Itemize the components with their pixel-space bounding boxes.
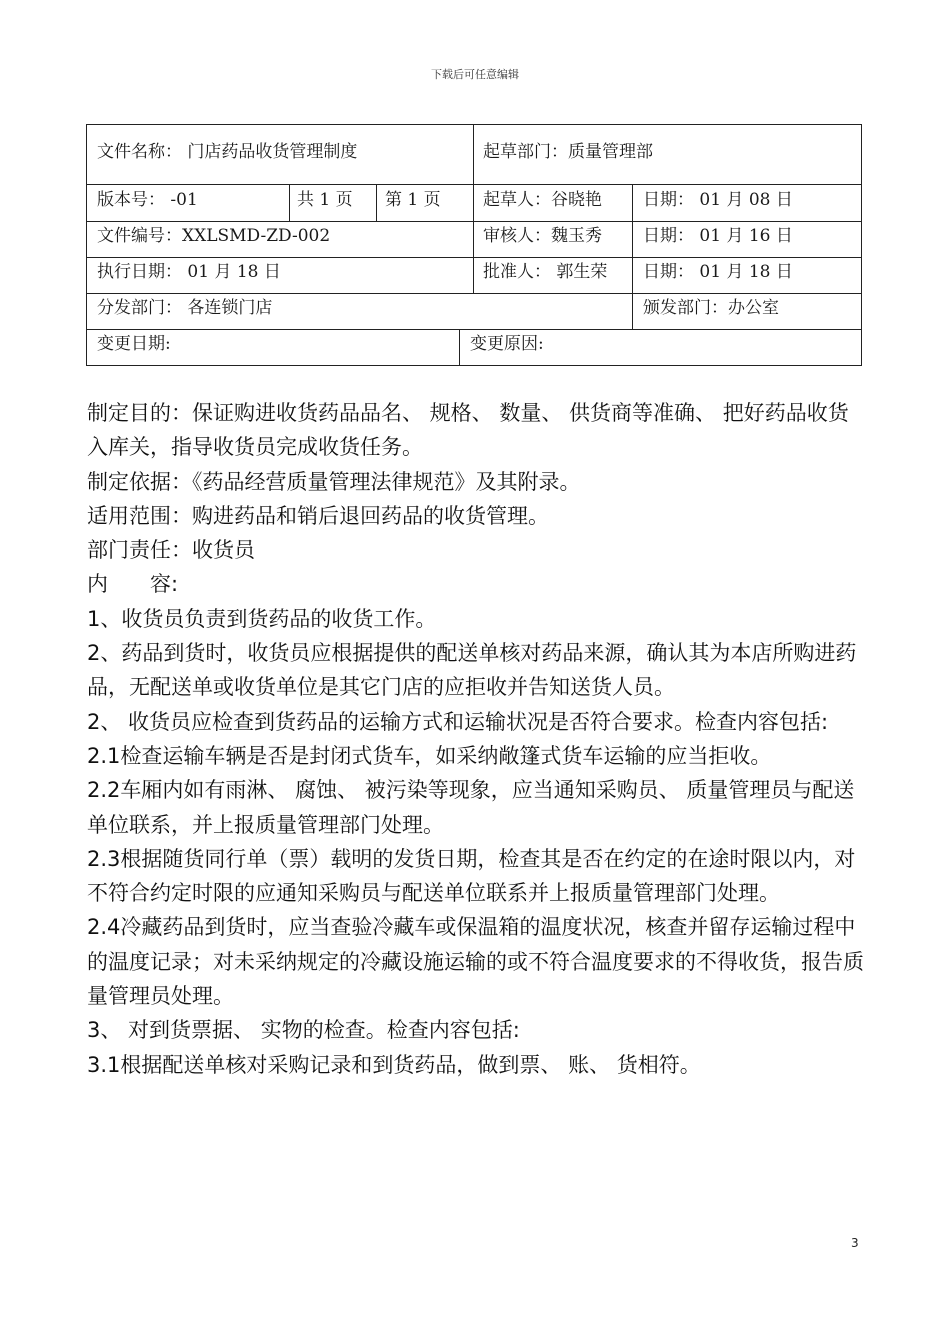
issuing-department: 颁发部门：办公室 [643,298,779,318]
draft-department: 起草部门：质量管理部 [483,142,653,162]
table-rule [87,329,861,330]
reviewer: 审核人：魏玉秀 [483,226,602,246]
table-rule [473,125,474,293]
paragraph-item: 2.3根据随货同行单（票）载明的发货日期，检查其是否在约定的在途时限以内，对不符合约定时限的应通知采购员与配送单位联系并上报质量管理部门处理。 [87,846,856,906]
table-rule [289,184,290,221]
paragraph-item: 3、 对到货票据、 实物的检查。检查内容包括: [87,1018,520,1043]
paragraph-scope: 适用范围：购进药品和销后退回药品的收货管理。 [87,503,549,528]
paragraph-item: 1、收货员负责到货药品的收货工作。 [87,606,437,631]
change-reason: 变更原因: [470,334,544,354]
paragraph-purpose: 制定目的：保证购进收货药品品名、 规格、 数量、 供货商等准确、 把好药品收货入库关，指导收货员完成收货任务。 [87,401,849,460]
paragraph-item: 2、 收货员应检查到货药品的运输方式和运输状况是否符合要求。检查内容包括: [87,709,829,734]
paragraph-item: 2.2车厢内如有雨淋、 腐蚀、 被污染等现象，应当通知采购员、 质量管理员与配送单位联系，并上报质量管理部门处理。 [87,778,855,837]
paragraph-item: 2.1检查运输车辆是否是封闭式货车，如采纳敞篷式货车运输的应当拒收。 [87,743,772,768]
review-date: 日期： 01 月 16 日 [643,226,793,246]
table-rule [87,221,861,222]
execution-date: 执行日期： 01 月 18 日 [97,262,281,282]
header-note: 下载后可任意编辑 [431,68,519,81]
paragraph-item: 3.1根据配送单核对采购记录和到货药品，做到票、 账、 货相符。 [87,1052,701,1077]
approver: 批准人： 郭生荣 [483,262,608,282]
table-rule [632,184,633,329]
file-name: 文件名称： 门店药品收货管理制度 [97,142,358,162]
table-rule [87,184,861,185]
draft-date: 日期： 01 月 08 日 [643,190,793,210]
total-pages: 共 1 页 [297,190,353,210]
table-rule [459,329,460,366]
drafter: 起草人：谷晓艳 [483,190,602,210]
table-rule [87,257,861,258]
document-number: 文件编号：XXLSMD-ZD-002 [97,226,331,246]
document-body [87,396,867,1082]
paragraph-responsibility: 部门责任：收货员 [87,538,255,563]
table-rule [376,184,377,221]
paragraph-item: 2.4冷藏药品到货时，应当查验冷藏车或保温箱的温度状况，核查并留存运输过程中的温度记录；对未采纳规定的冷藏设施运输的或不符合温度要求的不得收货，报告质量管理员处理。 [87,915,864,1009]
distribution-department: 分发部门： 各连锁门店 [97,298,273,318]
document-info-table [86,124,862,366]
paragraph-content-heading: 内 容: [87,572,179,597]
version-number: 版本号： -01 [97,190,198,210]
table-rule [87,293,861,294]
approve-date: 日期： 01 月 18 日 [643,262,793,282]
paragraph-item: 2、药品到货时，收货员应根据提供的配送单核对药品来源，确认其为本店所购进药品，无配送单或收货单位是其它门店的应拒收并告知送货人员。 [87,641,857,700]
change-date: 变更日期: [97,334,171,354]
page-number: 3 [851,1236,859,1250]
paragraph-basis: 制定依据：《药品经营质量管理法律规范》及其附录。 [87,469,581,494]
page-count: 第 1 页 [385,190,441,210]
